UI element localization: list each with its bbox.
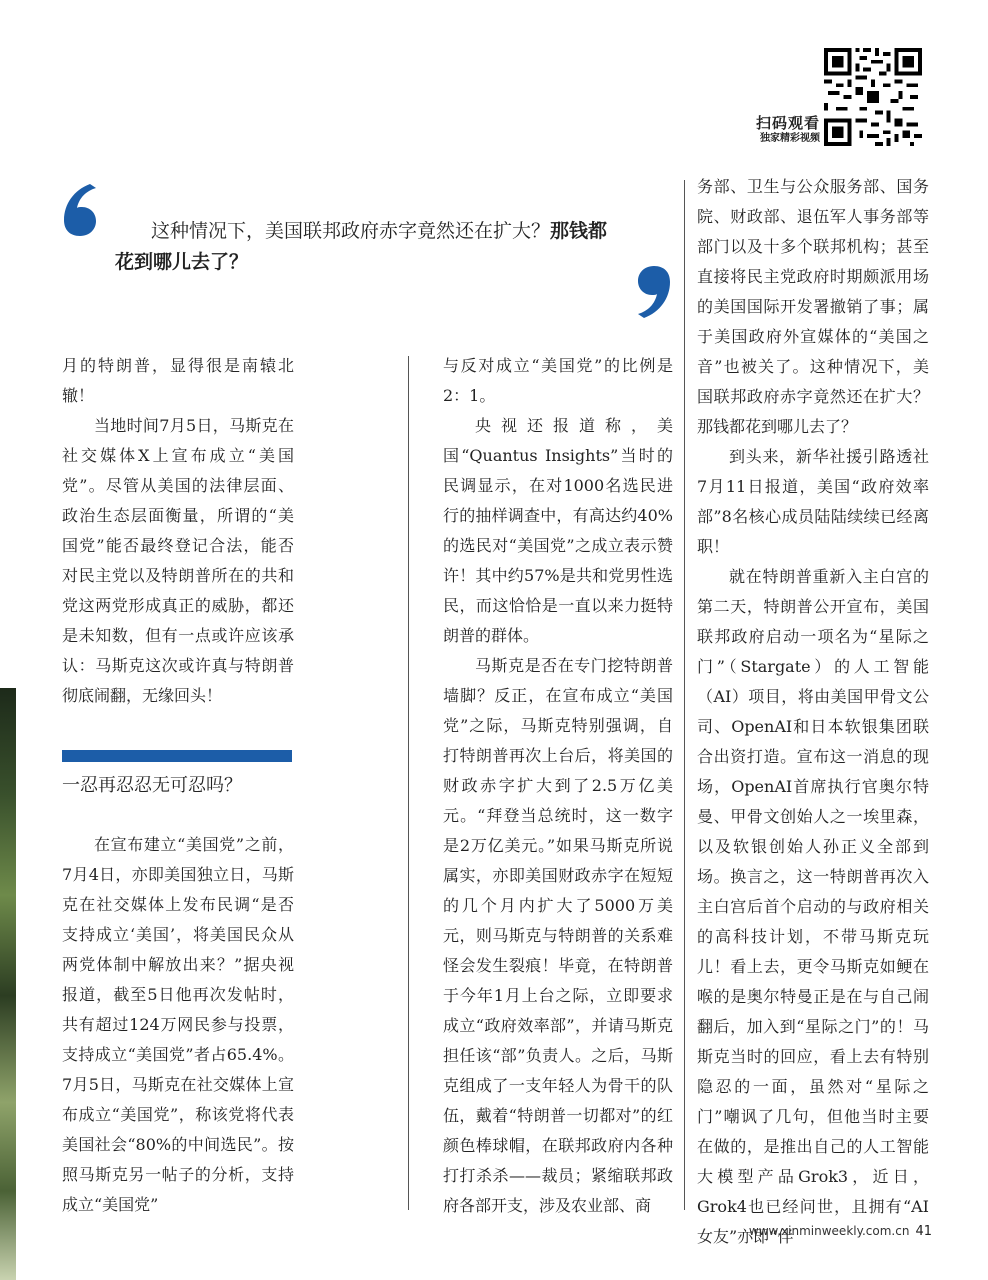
page-footer: [732, 1224, 932, 1239]
paragraph: 就在特朗普重新入主白宫的第二天，特朗普公开宣布，美国联邦政府启动一项名为“星际之门”（Stargate）的人工智能（AI）项目，将由美国甲骨文公司、OpenAI和日本软银集团联合出资打造。宣布这一消息的现场，OpenAI首席执行官奥尔特曼、甲骨文创始人之一埃里森，以及软银创始人孙正义全部到场。换言之，这一特朗普再次入主白宫后首个启动的与政府相关的高科技计划，不带马斯克玩儿！看上去，更令马斯克如鲠在喉的是奥尔特曼正是在与自己闹翻后，加入到“星际之门”的！马斯克当时的回应，看上去有特别隐忍的一面，虽然对“星际之门”嘲讽了几句，但他当时主要在做的，是推出自己的人工智能大模型产品Grok3，近日，Grok4也已经问世，且拥有“AI女友”亦即“伴: [697, 567, 929, 1246]
section-title: 一忍再忍忍无可忍吗？: [62, 775, 242, 796]
pull-quote-bold-text: 那钱都花到哪儿去了？: [115, 220, 608, 273]
qr-block: [736, 48, 922, 148]
column-2: [443, 351, 673, 1221]
paragraph: 央视还报道称，美国“Quantus Insights”当时的民调显示，在对1000名选民进行的抽样调查中，有高达约40%的选民对“美国党”之成立表示赞许！其中约57%是共和党男性选民，而这恰恰是一直以来力挺特朗普的群体。: [443, 416, 673, 645]
column-1-continued: [62, 830, 294, 1220]
paragraph: 务部、卫生与公众服务部、国务院、财政部、退伍军人事务部等部门以及十多个联邦机构；甚至直接将民主党政府时期颇派用场的美国国际开发署撤销了事；属于美国政府外宣媒体的“美国之音”也被关了。这种情况下，美国联邦政府赤字竟然还在扩大？那钱都花到哪儿去了？: [697, 177, 929, 436]
section-accent-bar: [62, 750, 292, 762]
footer-url[interactable]: www.xinminweekly.com.cn: [748, 1224, 910, 1238]
paragraph: 在宣布建立“美国党”之前，7月4日，亦即美国独立日，马斯克在社交媒体上发布民调“是否支持成立‘美国’，将美国民众从两党体制中解放出来？”据央视报道，截至5日他再次发帖时，共有超过124万网民参与投票，支持成立“美国党”者占65.4%。7月5日，马斯克在社交媒体上宣布成立“美国党”，称该党将代表美国社会“80%的中间选民”。按照马斯克另一帖子的分析，支持成立“美国党”: [62, 835, 294, 1214]
qr-subcaption: 独家精彩视频: [760, 133, 820, 144]
quote-open-icon: [60, 182, 104, 238]
paragraph: 马斯克是否在专门挖特朗普墙脚？反正，在宣布成立“美国党”之际，马斯克特别强调，自打特朗普再次上台后，将美国的财政赤字扩大到了2.5万亿美元。“拜登当总统时，这一数字是2万亿美元。”如果马斯克所说属实，亦即美国财政赤字在短短的几个月内扩大了5000万美元，则马斯克与特朗普的关系难怪会发生裂痕！毕竟，在特朗普于今年1月上台之际，立即要求成立“政府效率部”，并请马斯克担任该“部”负责人。之后，马斯克组成了一支年轻人为骨干的队伍，戴着“特朗普一切都对”的红颜色棒球帽，在联邦政府内各种打打杀杀——裁员；紧缩联邦政府各部开支，涉及农业部、商: [443, 656, 673, 1215]
paragraph: 到头来，新华社援引路透社7月11日报道，美国“政府效率部”8名核心成员陆陆续续已经离职！: [697, 447, 929, 556]
column-divider: [408, 356, 409, 1210]
paragraph: 当地时间7月5日，马斯克在社交媒体X上宣布成立“美国党”。尽管从美国的法律层面、政治生态层面衡量，所谓的“美国党”能否最终登记合法，能否对民主党以及特朗普所在的共和党这两党形成真正的威胁，都还是未知数，但有一点或许应该承认：马斯克这次或许真与特朗普彻底闹翻，无缘回头！: [62, 416, 294, 705]
left-photo-strip: [0, 688, 16, 1280]
paragraph: 月的特朗普，显得很是南辕北辙！: [62, 356, 294, 405]
column-divider: [684, 180, 685, 1210]
quote-close-icon: [630, 262, 674, 320]
page-number: 41: [915, 1224, 932, 1239]
qr-caption-group: [736, 114, 820, 146]
column-3: [697, 172, 929, 1252]
qr-caption: 扫码观看: [755, 114, 820, 132]
column-1: [62, 351, 294, 711]
qr-code-icon[interactable]: [824, 48, 922, 146]
pull-quote-text: 这种情况下，美国联邦政府赤字竟然还在扩大？: [151, 220, 551, 242]
paragraph: 与反对成立“美国党”的比例是2：1。: [443, 356, 673, 405]
pull-quote: [115, 216, 625, 278]
